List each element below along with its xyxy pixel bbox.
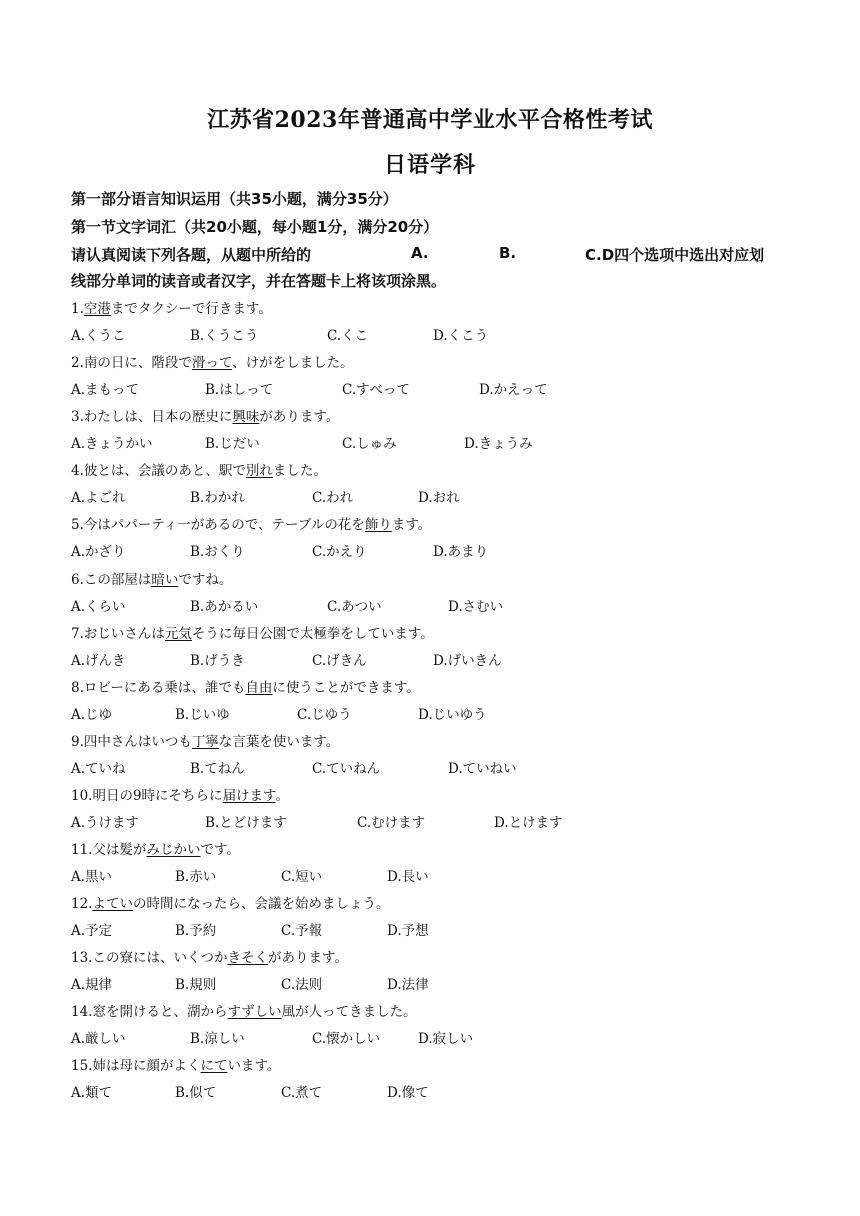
option-a: A.規律 xyxy=(71,977,113,994)
options-row-4 xyxy=(71,486,791,507)
option-c: C.ていねん xyxy=(312,760,381,777)
question-text: 5.今はパパーティ一があるので、テーブルの花を xyxy=(71,517,365,534)
option-d: D.きょうみ xyxy=(464,436,533,453)
option-b: B.わかれ xyxy=(190,490,245,507)
option-b: B.予約 xyxy=(175,923,217,940)
option-a: A.よごれ xyxy=(71,490,126,507)
question-5 xyxy=(71,513,431,533)
question-9 xyxy=(71,730,339,750)
underlined-word: 別れ xyxy=(245,463,273,480)
question-3 xyxy=(71,405,339,425)
option-a: A.厳しい xyxy=(71,1031,126,1048)
options-row-12 xyxy=(71,919,791,940)
question-text: 。 xyxy=(275,787,289,804)
underlined-word: きそく xyxy=(227,950,268,967)
option-a: A.きょうかい xyxy=(71,436,153,453)
question-text: 1. xyxy=(71,301,84,317)
question-text: 2.南の日に、階段で xyxy=(71,355,192,372)
question-text: 風が人ってきました。 xyxy=(281,1004,417,1021)
option-c: C.しゅみ xyxy=(342,436,397,453)
question-text: 14.窓を開けると、湖から xyxy=(71,1004,228,1021)
option-c: C.煮て xyxy=(281,1085,323,1102)
question-text: 6.この部屋は xyxy=(71,571,152,588)
underlined-word: 暗い xyxy=(151,571,179,588)
instructions-option-a: A. xyxy=(411,244,429,262)
option-a: A.げんき xyxy=(71,652,126,669)
option-d: D.法律 xyxy=(387,977,429,994)
option-a: A.類て xyxy=(71,1085,113,1102)
question-text: そうに毎日公園で太極拳をしています。 xyxy=(191,625,434,642)
option-b: B.げうき xyxy=(190,652,245,669)
options-row-8 xyxy=(71,703,791,721)
underlined-word: にて xyxy=(200,1058,228,1075)
options-row-15 xyxy=(71,1081,791,1102)
question-text: ですね。 xyxy=(178,571,233,588)
option-d: D.長い xyxy=(387,869,429,885)
option-b: B.てねん xyxy=(190,760,245,777)
question-text: です。 xyxy=(200,842,240,858)
option-a: A.かざり xyxy=(71,544,126,561)
options-row-11 xyxy=(71,865,791,883)
question-text: があります。 xyxy=(267,950,348,967)
options-row-14 xyxy=(71,1027,791,1048)
question-6 xyxy=(71,568,232,588)
option-b: B.おくり xyxy=(190,544,245,561)
question-13 xyxy=(71,946,348,966)
question-12 xyxy=(71,892,389,912)
question-text: ました。 xyxy=(272,463,327,480)
underlined-word: 自由 xyxy=(245,679,273,696)
option-d: D.あまり xyxy=(433,544,489,561)
option-b: B.赤い xyxy=(175,869,217,885)
option-d: D.ていねい xyxy=(448,760,517,777)
section-heading: 第一节文字词汇（共20小题，每小题1分，满分20分） xyxy=(71,218,439,236)
option-c: C.かえり xyxy=(312,544,367,561)
options-row-7 xyxy=(71,649,791,667)
option-c: C.短い xyxy=(281,869,323,885)
question-1 xyxy=(71,297,272,317)
option-d: D.おれ xyxy=(418,490,460,507)
question-11 xyxy=(71,838,240,858)
question-text: な言葉を使います。 xyxy=(218,733,340,750)
instructions-text: 请认真阅读下列各题，从题中所给的 xyxy=(71,246,312,264)
question-text: があります。 xyxy=(259,409,340,426)
option-d: D.さむい xyxy=(448,598,504,615)
question-text: 4.彼とは、会議のあと、駅で xyxy=(71,463,246,480)
option-c: C.くこ xyxy=(327,328,369,344)
underlined-word: 届けます xyxy=(222,787,276,804)
instructions-option-cd: C.D四个选项中选出对应划 xyxy=(585,246,765,264)
question-text: います。 xyxy=(227,1058,281,1075)
question-text: 、けがをしました。 xyxy=(232,355,354,372)
question-text: ます。 xyxy=(391,517,432,534)
options-row-10 xyxy=(71,811,791,829)
option-c: C.われ xyxy=(312,490,354,507)
underlined-word: 空港 xyxy=(83,301,111,317)
question-text: 11.父は髪が xyxy=(71,842,147,858)
question-10 xyxy=(71,784,289,804)
question-text: 10.明日の9時にそちらに xyxy=(71,787,223,804)
underlined-word: 滑って xyxy=(191,355,233,372)
options-row-5 xyxy=(71,540,791,561)
option-c: C.じゆう xyxy=(297,706,352,723)
question-7 xyxy=(71,622,434,642)
option-c: C.むけます xyxy=(357,814,426,831)
underlined-word: みじかい xyxy=(146,842,201,858)
option-c: C.懐かしい xyxy=(312,1031,381,1048)
question-text: までタクシーで行きます。 xyxy=(110,301,272,317)
instructions-line-2: 线部分单词的读音或者汉字，并在答题卡上将该项涂黑。 xyxy=(71,272,447,290)
underlined-word: すずしい xyxy=(227,1004,282,1021)
options-row-2 xyxy=(71,378,791,399)
options-row-13 xyxy=(71,973,791,994)
option-b: B.はしって xyxy=(205,382,274,399)
option-d: D.かえって xyxy=(479,382,548,399)
option-b: B.涼しい xyxy=(190,1031,245,1048)
option-a: A.くらい xyxy=(71,598,126,615)
option-a: A.うけます xyxy=(71,814,140,831)
option-d: D.とけます xyxy=(494,814,563,831)
option-d: D.くこう xyxy=(433,328,489,344)
option-d: D.寂しい xyxy=(418,1031,474,1048)
option-d: D.じいゆう xyxy=(418,706,487,723)
option-b: B.とどけます xyxy=(205,814,287,831)
question-text: 3.わたしは、日本の歴史に xyxy=(71,409,233,426)
option-c: C.予報 xyxy=(281,923,323,940)
question-4 xyxy=(71,459,327,479)
question-text: 9.四中さんはいつも xyxy=(71,733,192,750)
question-text: 8.ロビーにある乗は、誰でも xyxy=(71,679,246,696)
options-row-9 xyxy=(71,757,791,775)
option-b: B.あかるい xyxy=(190,598,259,615)
exam-subject: 日语学科 xyxy=(383,152,476,178)
underlined-word: 飾り xyxy=(364,517,392,534)
part-heading: 第一部分语言知识运用（共35小题，满分35分） xyxy=(71,190,398,208)
option-b: B.規则 xyxy=(175,977,217,994)
option-c: C.げきん xyxy=(312,652,367,669)
underlined-word: よてい xyxy=(92,896,133,913)
option-b: B.じいゆ xyxy=(175,706,230,723)
option-a: A.まもって xyxy=(71,382,140,399)
option-b: B.似て xyxy=(175,1085,217,1102)
option-c: C.法则 xyxy=(281,977,323,994)
option-c: C.あつい xyxy=(327,598,382,615)
option-b: B.くうこう xyxy=(190,328,259,344)
question-text: 15.姉は母に顔がよく xyxy=(71,1058,201,1075)
instructions-option-b: B. xyxy=(499,244,517,262)
question-text: 7.おじいさんは xyxy=(71,625,165,642)
options-row-6 xyxy=(71,595,791,613)
question-8 xyxy=(71,676,420,696)
underlined-word: 元気 xyxy=(164,625,192,642)
option-d: D.像て xyxy=(387,1085,429,1102)
option-c: C.すべって xyxy=(342,382,410,399)
option-a: A.じゆ xyxy=(71,706,113,723)
exam-title: 江苏省2023年普通高中学业水平合格性考试 xyxy=(207,107,653,133)
options-row-3 xyxy=(71,432,791,453)
question-text: 13.この寮には、いくつか xyxy=(71,950,228,967)
option-a: A.ていね xyxy=(71,760,126,777)
option-a: A.予定 xyxy=(71,923,113,940)
question-14 xyxy=(71,1000,417,1020)
question-15 xyxy=(71,1054,280,1074)
options-row-1 xyxy=(71,324,791,342)
option-a: A.黒い xyxy=(71,869,113,885)
option-a: A.くうこ xyxy=(71,328,126,344)
option-b: B.じだい xyxy=(205,436,260,453)
question-text: 12. xyxy=(71,896,93,913)
option-d: D.予想 xyxy=(387,923,429,940)
question-2 xyxy=(71,351,354,371)
underlined-word: 興味 xyxy=(232,409,260,426)
underlined-word: 丁寧 xyxy=(191,733,219,750)
question-text: の時間になったら、会議を始めましょう。 xyxy=(132,896,390,913)
question-text: に使うことができます。 xyxy=(272,679,420,696)
option-d: D.げいきん xyxy=(433,652,502,669)
